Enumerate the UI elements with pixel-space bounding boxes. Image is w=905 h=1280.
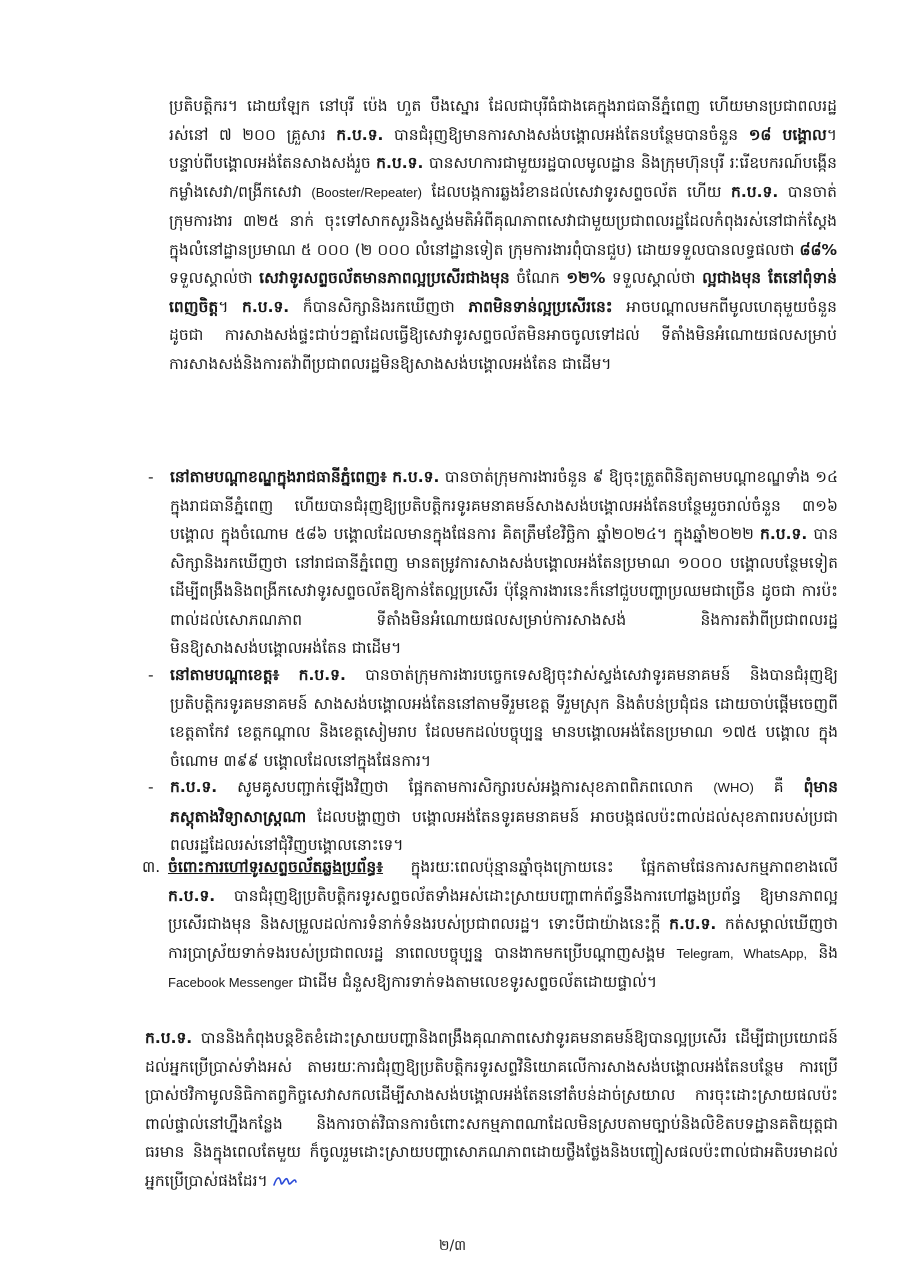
numbered-text — [168, 853, 838, 998]
org-abbrev: ក.ប.ទ. — [168, 886, 216, 905]
text: ជាដើម ជំនួសឱ្យការទាក់ទងតាមលេខទូរសព្ទចល័តដោយផ្ទាល់។ — [293, 973, 658, 991]
text: បានចាត់ក្រុមការងារបច្ចេកទេសឱ្យចុះវាស់ស្ទង់សេវាទូរគមនាគមន៍ និងបានជំរុញឱ្យប្រតិបត្តិករទូរគមនាគមន៍ សាងសង់បង្គោលអង់តែននៅតាមទីរួមខេត្ត ទីរួមស្រុក និងតំបន់ប្រជុំជន ដោយចាប់ផ្តើមចេញពីខេត្តតាកែវ ខេត្តកណ្តាល និងខេត្តសៀមរាប ដែលមកដល់បច្ចុប្បន្ន មានបង្គោលអង់តែនប្រមាណ ១៧៥ បង្គោល ក្នុងចំណោម ៣៩៩ បង្គោលដែលនៅក្នុងផែនការ។ — [170, 666, 838, 770]
bold-phrase: សេវាទូរសព្ទចល័តមានភាពល្អប្រសើរជាងមុន — [259, 269, 510, 287]
item-number: ៣. — [142, 858, 161, 876]
org-abbrev: ក.ប.ទ. — [298, 666, 346, 684]
bullet-dash: - — [148, 778, 154, 796]
bold-count: ១៨ បង្គោល — [748, 125, 827, 144]
org-abbrev: ក.ប.ទ. — [392, 468, 440, 486]
text: ទទួលស្គាល់ថា — [169, 269, 260, 287]
bold-phrase: ល្អជាងមុន តែនៅពុំទាន់ពេញចិត្ត — [169, 269, 838, 316]
bullet-dash: - — [148, 468, 154, 486]
org-abbrev: ក.ប.ទ. — [760, 525, 808, 543]
org-abbrev: ក.ប.ទ. — [669, 915, 717, 933]
bullet-text — [170, 463, 838, 663]
bullet-dash: - — [148, 666, 154, 684]
org-abbrev: ក.ប.ទ. — [170, 778, 218, 796]
bullet-item-who — [148, 773, 838, 860]
bullet-text — [170, 773, 838, 860]
text: ។ បន្ទាប់ពីបង្គោលអង់តែនសាងសង់រួច — [169, 125, 837, 172]
text: ។ — [218, 297, 243, 316]
bullet-lead: នៅតាមបណ្តាខេត្ត៖ — [170, 666, 280, 684]
text: បានសិក្សានិងរកឃើញថា នៅរាជធានីភ្នំពេញ មានតម្រូវការសាងសង់បង្គោលអង់តែនប្រមាណ ១០០០ បង្គោលបន្ថែមទៀត ដើម្បីពង្រឹងនិងពង្រីកសេវាទូរសព្ទចល័តឱ្យកាន់តែល្អប្រសើរ ប៉ុន្តែការងារនេះក៏នៅជួបបញ្ហាប្រឈមជាច្រើន ដូចជា ការប៉ះពាល់ដល់សោភណភាព ទីតាំងមិនអំណោយផលសម្រាប់ការសាងសង់ និងការតវ៉ាពីប្រជាពលរដ្ឋមិនឱ្យសាងសង់បង្គោលអង់តែន ជាដើម។ — [170, 525, 838, 657]
bullet-item-phnom-penh — [148, 463, 838, 663]
bold-phrase: ពុំមានភស្តុតាងវិទ្យាសាស្ត្រណា — [170, 778, 838, 826]
text: និង — [807, 943, 838, 962]
text: ក៏បានសិក្សានិងរកឃើញថា — [289, 297, 469, 316]
org-abbrev: ក.ប.ទ. — [336, 125, 384, 144]
org-abbrev: ក.ប.ទ. — [145, 1029, 193, 1047]
bullet-item-provinces — [148, 661, 838, 775]
text: ចំណែក — [509, 269, 567, 287]
text: កត់សម្គាល់ឃើញថា ការប្រាស្រ័យទាក់ទងរបស់ប្រជាពលរដ្ឋ នាពេលបច្ចុប្បន្ន បានងាកមកប្រើបណ្តាញសង្គម — [168, 915, 838, 962]
text: គឺ — [753, 778, 804, 796]
bold-percent: ៨៨% — [799, 240, 837, 259]
latin-term: (WHO) — [713, 780, 754, 795]
org-abbrev: ក.ប.ទ. — [376, 154, 424, 172]
text: ប្រតិបត្តិករ។ ដោយឡែក នៅបុរី ប៉េង ហួត បឹងស្នោរ ដែលជាបុរីធំជាងគេក្នុងរាជធានីភ្នំពេញ ហើយមានប្រជាពលរដ្ឋរស់នៅ ៧ ២០០ គ្រួសារ — [169, 97, 837, 144]
initials-signature-icon — [272, 1173, 298, 1189]
bold-percent: ១២% — [566, 269, 606, 287]
text: សូមគូសបញ្ជាក់ឡើងវិញថា ផ្អែកតាមការសិក្សារបស់អង្គការសុខភាពពិភពលោក — [217, 778, 714, 796]
text: បានជំរុញឱ្យមានការសាងសង់បង្គោលអង់តែនបន្ថែមបានចំនួន — [383, 125, 749, 144]
text: បានជំរុញឱ្យប្រតិបត្តិករទូរសព្ទចល័តទាំងអស់ដោះស្រាយបញ្ហាពាក់ព័ន្ធនឹងការហៅឆ្លងប្រព័ន្ធ ឱ្យមានភាពល្អប្រសើរជាងមុន និងសម្រួលដល់ការទំនាក់ទំនងរបស់ប្រជាពលរដ្ឋ។ ទោះបីជាយ៉ាងនេះក្តី — [168, 886, 838, 933]
text: បានចាត់ក្រុមការងារចំនួន ៩ ឱ្យចុះត្រួតពិនិត្យតាមបណ្តាខណ្ឌទាំង ១៤ ក្នុងរាជធានីភ្នំពេញ ហើយបានជំរុញឱ្យប្រតិបត្តិករទូរគមនាគមន៍សាងសង់បង្គោលអង់តែនបន្ថែមរួចរាល់ចំនួន ៣១៦ បង្គោល ក្នុងចំណោម ៥៨៦ បង្គោលដែលមានក្នុងផែនការ គិតត្រឹមខែវិច្ឆិកា ឆ្នាំ២០២៤។ ក្នុងឆ្នាំ២០២២ — [170, 468, 838, 543]
text: បានសហការជាមួយរដ្ឋបាលមូលដ្ឋាន និងក្រុមហ៊ុនបុរី រៈរើឧបករណ៍បង្កើនកម្លាំងសេវា/ពង្រីកសេវា — [169, 154, 837, 201]
numbered-item-3 — [142, 853, 838, 998]
bullet-text — [170, 661, 838, 775]
intro-paragraph — [169, 92, 837, 378]
text: ដែលបង្ហាញថា បង្គោលអង់តែនទូរគមនាគមន៍ អាចបង្កផលប៉ះពាល់ដល់សុខភាពរបស់ប្រជាពលរដ្ឋដែលរស់នៅជុំវិញបង្គោលនោះទេ។ — [170, 807, 838, 854]
numbered-lead: ចំពោះការហៅទូរសព្ទចល័តឆ្លងប្រព័ន្ធ៖ — [168, 858, 384, 876]
org-abbrev: ក.ប.ទ. — [731, 182, 779, 201]
text: ក្នុងរយៈពេលប៉ុន្មានឆ្នាំចុងក្រោយនេះ ផ្អែកតាមផែនការសកម្មភាពខាងលើ — [383, 858, 838, 876]
text: បាននិងកំពុងបន្តខិតខំដោះស្រាយបញ្ហានិងពង្រឹងគុណភាពសេវាទូរគមនាគមន៍ឱ្យបានល្អប្រសើរ ដើម្បីជាប្រយោជន៍ដល់អ្នកប្រើប្រាស់ទាំងអស់ តាមរយៈការជំរុញឱ្យប្រតិបត្តិករទូរសព្ទវិនិយោគលើការសាងសង់បង្គោលអង់តែនបន្ថែម ការប្រើប្រាស់ថវិកាមូលនិធិកាតព្វកិច្ចសេវាសកលដើម្បីសាងសង់បង្គោលអង់តែននៅតំបន់ដាច់ស្រយាល ការចុះដោះស្រាយផលប៉ះពាល់ផ្ទាល់នៅហ្នឹងកន្លែង និងការចាត់វិធានការចំពោះសកម្មភាពណាដែលមិនស្របតាមច្បាប់និងលិខិតបទដ្ឋានគតិយុត្តជាធរមាន និងក្នុងពេលតែមួយ ក៏ចូលរួមដោះស្រាយបញ្ហាសោភណភាពដោយថ្លឹងថ្លែងនិងបញ្ចៀសផលប៉ះពាល់ជាអតិបរមាដល់អ្នកប្រើប្រាស់ផងដែរ។ — [145, 1029, 838, 1190]
text: បានចាត់ក្រុមការងារ ៣២៥ នាក់ ចុះទៅសាកសួរនិងស្ទង់មតិអំពីគុណភាពសេវាជាមួយប្រជាពលរដ្ឋដែលកំពុងរស់នៅជាក់ស្តែងក្នុងលំនៅដ្ឋានប្រមាណ ៥ ០០០ (២ ០០០ លំនៅដ្ឋានទៀត ក្រុមការងារពុំបានជួប) ដោយទទួលបានលទ្ធផលថា — [169, 182, 837, 259]
latin-term: (Booster/Repeater) — [311, 184, 422, 200]
closing-paragraph — [145, 1024, 838, 1195]
page-number: ២/៣ — [438, 1238, 467, 1254]
bullet-lead: នៅតាមបណ្តាខណ្ឌក្នុងរាជធានីភ្នំពេញ៖ — [170, 468, 387, 486]
text: ដែលបង្កការឆ្លងរំខានដល់សេវាទូរសព្ទចល័ត ហើយ — [421, 182, 732, 201]
org-abbrev: ក.ប.ទ. — [242, 297, 290, 316]
latin-term: Telegram, WhatsApp, — [676, 945, 808, 961]
latin-term: Facebook Messenger — [168, 975, 294, 990]
text: ទទួលស្គាល់ថា — [605, 269, 703, 287]
text: អាចបណ្តាលមកពីមូលហេតុមួយចំនួន ដូចជា ការសាងសង់ផ្ទះជាប់ៗគ្នាដែលធ្វើឱ្យសេវាទូរសព្ទចល័តមិនអាចចូលទៅដល់ ទីតាំងមិនអំណោយផលសម្រាប់ការសាងសង់និងការតវ៉ាពីប្រជាពលរដ្ឋមិនឱ្យសាងសង់បង្គោលអង់តែន ជាដើម។ — [169, 297, 837, 373]
bold-phrase: ភាពមិនទាន់ល្អប្រសើរនេះ — [468, 297, 613, 316]
